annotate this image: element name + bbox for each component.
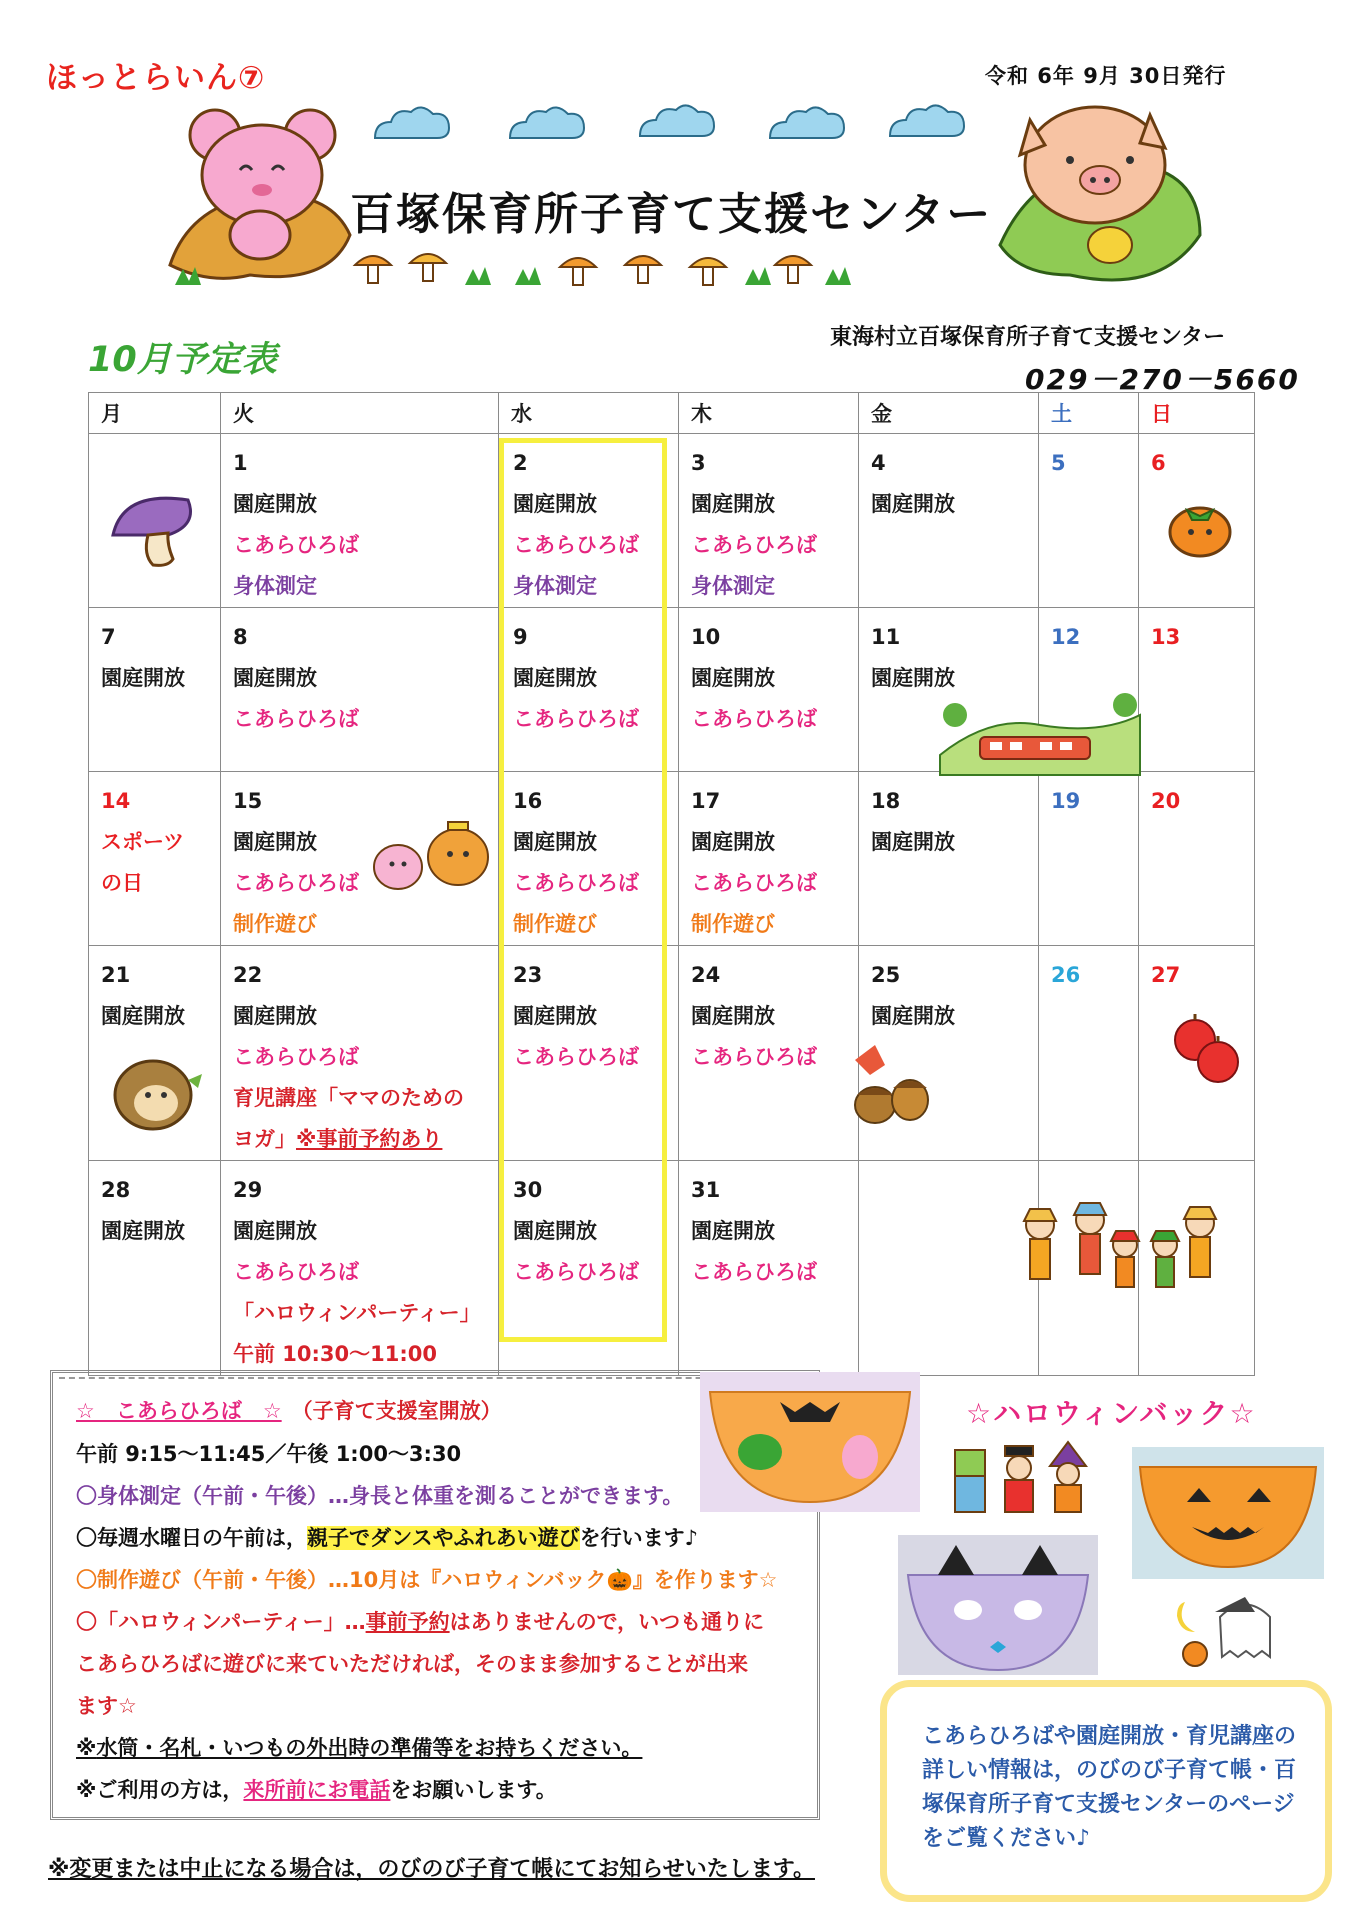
event-garden-open: 園庭開放 (233, 1219, 317, 1243)
date-number: 2 (513, 451, 528, 475)
info-title (76, 1395, 502, 1425)
weekday-sun: 日 (1139, 393, 1255, 434)
halloween-bag-title: ☆ハロウィンバック☆ (966, 1397, 1257, 1430)
info-hours: 午前 9:15～11:45／午後 1:00～3:30 (76, 1442, 462, 1466)
event-koala-hiroba: こあらひろば (513, 1260, 639, 1284)
day-cell-28 (89, 1161, 221, 1376)
day-cell-19 (1039, 772, 1139, 946)
event-koala-hiroba: こあらひろば (233, 871, 359, 895)
day-cell-24 (679, 946, 859, 1161)
info-party-suffix: はありませんので，いつも通りに (449, 1610, 765, 1634)
mushroom-row-illustration (165, 245, 865, 295)
event-garden-open: 園庭開放 (691, 830, 775, 854)
date-number: 15 (233, 789, 263, 813)
day-cell-17 (679, 772, 859, 946)
event-garden-open: 園庭開放 (513, 1219, 597, 1243)
date-number: 7 (101, 625, 116, 649)
info-call-suffix: をお願いします。 (390, 1778, 557, 1802)
costume-kids-icon (950, 1440, 1100, 1520)
event-garden-open: 園庭開放 (691, 1004, 775, 1028)
week-row-3 (89, 772, 1255, 946)
lecture-yoga: ヨガ」 (233, 1127, 296, 1151)
info-wednesday-dance (76, 1522, 698, 1552)
day-cell-31 (679, 1161, 859, 1376)
event-koala-hiroba: こあらひろば (691, 533, 817, 557)
event-garden-open: 園庭開放 (691, 666, 775, 690)
day-cell-18 (859, 772, 1039, 946)
halloween-bag-photo-cat (898, 1535, 1098, 1675)
hedgehog-icon (108, 1045, 208, 1135)
day-cell-7 (89, 608, 221, 772)
date-number: 25 (871, 963, 901, 987)
event-garden-open: 園庭開放 (513, 1004, 597, 1028)
date-number: 24 (691, 963, 721, 987)
info-note-text: こあらひろばや園庭開放・育児講座の詳しい情報は，のびのび子育て帳・百塚保育所子育て支援センターのページをご覧ください♪ (922, 1724, 1297, 1851)
weekday-header-row (89, 393, 1255, 434)
event-garden-open: 園庭開放 (233, 830, 317, 854)
event-koala-hiroba: こあらひろば (691, 1045, 817, 1069)
event-garden-open: 園庭開放 (233, 492, 317, 516)
date-number: 28 (101, 1178, 131, 1202)
apples-icon (1170, 1010, 1250, 1090)
day-cell-4 (859, 434, 1039, 608)
event-garden-open: 園庭開放 (233, 1004, 317, 1028)
event-garden-open: 園庭開放 (871, 830, 955, 854)
event-halloween-time: 午前 10:30～11:00 (233, 1342, 438, 1366)
info-call-ahead (76, 1774, 557, 1804)
day-cell-22 (221, 946, 499, 1161)
event-garden-open: 園庭開放 (513, 666, 597, 690)
event-garden-open: 園庭開放 (101, 1219, 185, 1243)
info-title-main: ☆ こあらひろば ☆ (76, 1399, 282, 1423)
event-garden-open: 園庭開放 (233, 666, 317, 690)
event-garden-open: 園庭開放 (871, 492, 955, 516)
date-number: 1 (233, 451, 248, 475)
info-halloween-party (76, 1606, 764, 1636)
day-cell-9 (499, 608, 679, 772)
halloween-bag-photo-bat (700, 1372, 920, 1512)
info-party-line3: ます☆ (76, 1694, 137, 1718)
date-number: 19 (1051, 789, 1081, 813)
center-title: 百塚保育所子育て支援センター (350, 189, 993, 240)
cloud-illustration (370, 100, 970, 150)
bear-rabbit-icon (368, 812, 498, 912)
info-belongings (76, 1732, 642, 1762)
event-koala-hiroba: こあらひろば (513, 871, 639, 895)
event-body-measurement: 身体測定 (233, 574, 317, 598)
issue-date: 令和 6年 9月 30日発行 (985, 64, 1227, 88)
day-cell-1 (221, 434, 499, 608)
day-cell-3 (679, 434, 859, 608)
date-number: 14 (101, 789, 131, 813)
train-landscape-icon (940, 685, 1140, 775)
event-garden-open: 園庭開放 (101, 666, 185, 690)
schedule-title: 10月予定表 (88, 340, 277, 380)
info-reservation: 事前予約 (365, 1610, 450, 1634)
event-craft-play: 制作遊び (513, 912, 597, 936)
event-koala-hiroba: こあらひろば (513, 1045, 639, 1069)
event-parenting-lecture: 育児講座「ママのための (233, 1086, 464, 1110)
date-number: 10 (691, 625, 721, 649)
week-row-1 (89, 434, 1255, 608)
mushroom-icon (108, 490, 198, 570)
info-party-prefix: 〇「ハロウィンパーティー」… (76, 1610, 366, 1634)
day-cell-23 (499, 946, 679, 1161)
phone-number: 029－270－5660 (1025, 363, 1300, 396)
date-number: 22 (233, 963, 263, 987)
day-cell-26 (1039, 946, 1139, 1161)
date-number: 27 (1151, 963, 1181, 987)
date-number: 6 (1151, 451, 1166, 475)
event-garden-open: 園庭開放 (101, 1004, 185, 1028)
date-number: 18 (871, 789, 901, 813)
date-number: 16 (513, 789, 543, 813)
weekday-sat: 土 (1039, 393, 1139, 434)
organization-name: 東海村立百塚保育所子育て支援センター (830, 325, 1226, 350)
event-craft-play: 制作遊び (233, 912, 317, 936)
date-number: 4 (871, 451, 886, 475)
holiday-label: スポーツ (101, 830, 185, 854)
weekday-mon: 月 (89, 393, 221, 434)
event-garden-open: 園庭開放 (691, 1219, 775, 1243)
event-koala-hiroba: こあらひろば (233, 1045, 359, 1069)
event-koala-hiroba: こあらひろば (233, 533, 359, 557)
day-cell-13 (1139, 608, 1255, 772)
info-belongings-text: 水筒・名札・いつもの外出時の準備等をお持ちください。 (96, 1736, 643, 1760)
day-cell-2 (499, 434, 679, 608)
event-koala-hiroba: こあらひろば (233, 707, 359, 731)
date-number: 31 (691, 1178, 721, 1202)
event-craft-play: 制作遊び (691, 912, 775, 936)
day-cell-30 (499, 1161, 679, 1376)
date-number: 5 (1051, 451, 1066, 475)
weekday-tue: 火 (221, 393, 499, 434)
info-party-line2: こあらひろばに遊びに来ていただければ，そのまま参加することが出来 (76, 1652, 748, 1676)
halloween-bag-photo-pumpkin (1132, 1447, 1324, 1579)
date-number: 13 (1151, 625, 1181, 649)
holiday-label: の日 (101, 871, 143, 895)
date-number: 20 (1151, 789, 1181, 813)
weekday-thu: 木 (679, 393, 859, 434)
event-body-measurement: 身体測定 (513, 574, 597, 598)
event-garden-open: 園庭開放 (871, 1004, 955, 1028)
date-number: 23 (513, 963, 543, 987)
date-number: 17 (691, 789, 721, 813)
event-garden-open: 園庭開放 (513, 492, 597, 516)
event-koala-hiroba: こあらひろば (691, 1260, 817, 1284)
pig-leaf-illustration (990, 95, 1210, 295)
date-number: 29 (233, 1178, 263, 1202)
info-wednesday-suffix: を行います♪ (579, 1526, 698, 1550)
event-halloween-party: 「ハロウィンパーティー」 (233, 1301, 481, 1325)
info-call-prefix: ※ご利用の方は， (76, 1778, 244, 1802)
date-number: 9 (513, 625, 528, 649)
event-garden-open: 園庭開放 (871, 666, 955, 690)
event-koala-hiroba: こあらひろば (513, 533, 639, 557)
day-cell-16 (499, 772, 679, 946)
persimmon-icon (1165, 490, 1235, 560)
info-wednesday-prefix: 〇毎週水曜日の午前は， (76, 1526, 307, 1550)
event-body-measurement: 身体測定 (691, 574, 775, 598)
event-koala-hiroba: こあらひろば (691, 707, 817, 731)
date-number: 21 (101, 963, 131, 987)
week-row-4 (89, 946, 1255, 1161)
info-subtitle: （子育て支援室開放） (291, 1399, 502, 1423)
acorn-leaves-icon (845, 1040, 945, 1130)
weekday-fri: 金 (859, 393, 1039, 434)
date-number: 3 (691, 451, 706, 475)
day-cell-10 (679, 608, 859, 772)
event-koala-hiroba: こあらひろば (691, 871, 817, 895)
info-craft-play: 〇制作遊び（午前・午後）…10月は『ハロウィンバック🎃』を作ります☆ (76, 1568, 778, 1592)
weekday-wed: 水 (499, 393, 679, 434)
info-dance-highlight: 親子でダンスやふれあい遊び (307, 1526, 580, 1550)
day-cell-20 (1139, 772, 1255, 946)
date-number: 26 (1051, 963, 1081, 987)
day-cell-8 (221, 608, 499, 772)
footer-notice: ※変更または中止になる場合は，のびのび子育て帳にてお知らせいたします。 (48, 1857, 815, 1882)
event-garden-open: 園庭開放 (691, 492, 775, 516)
newsletter-brand: ほっとらいん⑦ (46, 60, 266, 96)
event-parenting-lecture-cont (233, 1119, 498, 1160)
event-koala-hiroba: こあらひろば (233, 1260, 359, 1284)
date-number: 30 (513, 1178, 543, 1202)
day-cell-29 (221, 1161, 499, 1376)
day-cell-5 (1039, 434, 1139, 608)
info-call-highlight: 来所前にお電話 (243, 1778, 391, 1802)
event-garden-open: 園庭開放 (513, 830, 597, 854)
event-koala-hiroba: こあらひろば (513, 707, 639, 731)
children-hiking-icon (1010, 1195, 1230, 1305)
info-note-mark: ※ (76, 1736, 97, 1760)
reservation-required-note: ※事前予約あり (296, 1127, 443, 1151)
date-number: 12 (1051, 625, 1081, 649)
ghost-moon-icon (1175, 1592, 1285, 1672)
date-number: 8 (233, 625, 248, 649)
day-cell-14 (89, 772, 221, 946)
info-body-measurement: 〇身体測定（午前・午後）…身長と体重を測ることができます。 (76, 1484, 684, 1508)
date-number: 11 (871, 625, 901, 649)
